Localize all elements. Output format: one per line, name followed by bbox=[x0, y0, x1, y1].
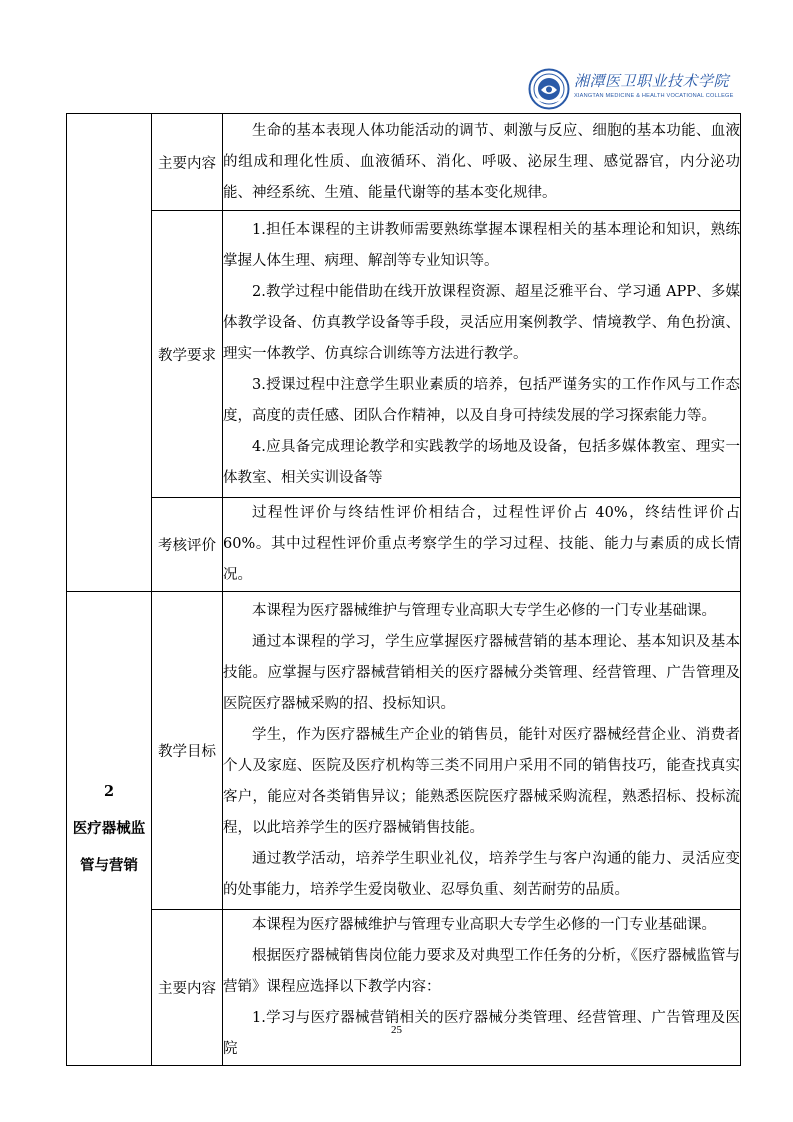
table-row bbox=[67, 114, 741, 211]
row-label: 教学目标 bbox=[152, 592, 223, 910]
row-content bbox=[223, 592, 741, 910]
paragraph: 3.授课过程中注意学生职业素质的培养，包括严谨务实的工作作风与工作态度，高度的责任感、团队合作精神，以及自身可持续发展的学习探索能力等。 bbox=[223, 376, 740, 424]
row-label: 考核评价 bbox=[152, 498, 223, 592]
paragraph: 1.担任本课程的主讲教师需要熟练掌握本课程相关的基本理论和知识，熟练掌握人体生理、病理、解剖等专业知识等。 bbox=[223, 221, 740, 269]
row-label: 主要内容 bbox=[152, 114, 223, 211]
course-table bbox=[66, 113, 741, 1066]
row-content bbox=[223, 498, 741, 592]
row-label: 教学要求 bbox=[152, 211, 223, 498]
paragraph: 根据医疗器械销售岗位能力要求及对典型工作任务的分析，《医疗器械监管与营销》课程应选择以下教学内容： bbox=[223, 948, 740, 995]
college-logo-icon bbox=[528, 68, 570, 110]
table-row bbox=[67, 592, 741, 910]
school-name-cn: 湘潭医卫职业技术学院 bbox=[574, 72, 730, 90]
paragraph: 通过教学活动，培养学生职业礼仪，培养学生与客户沟通的能力、灵活应变的处事能力，培养学生爱岗敬业、忍辱负重、刻苦耐劳的品质。 bbox=[223, 850, 740, 898]
paragraph: 2.教学过程中能借助在线开放课程资源、超星泛雅平台、学习通 APP、多媒体教学设备、仿真教学设备等手段，灵活应用案例教学、情境教学、角色扮演、理实一体教学、仿真综合训练等方法进行教学。 bbox=[223, 283, 740, 362]
paragraph: 本课程为医疗器械维护与管理专业高职大专学生必修的一门专业基础课。 bbox=[252, 602, 716, 619]
school-name-en: XIANGTAN MEDICINE & HEALTH VOCATIONAL COLLEGE bbox=[574, 93, 734, 99]
row-content bbox=[223, 211, 741, 498]
paragraph: 1.学习与医疗器械营销相关的医疗器械分类管理、经营管理、广告管理及医院 bbox=[223, 1010, 740, 1057]
paragraph: 4.应具备完成理论教学和实践教学的场地及设备，包括多媒体教室、理实一体教室、相关实训设备等 bbox=[223, 438, 740, 486]
course-cell-continued bbox=[67, 114, 152, 592]
paragraph: 本课程为医疗器械维护与管理专业高职大专学生必修的一门专业基础课。 bbox=[252, 917, 716, 933]
row-label: 主要内容 bbox=[152, 910, 223, 1066]
course-name-cell bbox=[67, 592, 152, 1066]
page-number: 25 bbox=[391, 1024, 402, 1036]
paragraph: 通过本课程的学习，学生应掌握医疗器械营销的基本理论、基本知识及基本技能。应掌握与医疗器械营销相关的医疗器械分类管理、经营管理、广告管理及医院医疗器械采购的招、投标知识。 bbox=[223, 633, 740, 712]
row-content bbox=[223, 114, 741, 211]
table-row bbox=[67, 498, 741, 592]
course-name-line-2: 管与营销 bbox=[80, 857, 138, 874]
paragraph: 生命的基本表现人体功能活动的调节、刺激与反应、细胞的基本功能、血液的组成和理化性质、血液循环、消化、呼吸、泌尿生理、感觉器官，内分泌功能、神经系统、生殖、能量代谢等的基本变化规律。 bbox=[223, 122, 740, 201]
table-row bbox=[67, 910, 741, 1066]
paragraph: 过程性评价与终结性评价相结合，过程性评价占 40%，终结性评价占 60%。其中过程性评价重点考察学生的学习过程、技能、能力与素质的成长情况。 bbox=[223, 505, 740, 583]
paragraph: 学生，作为医疗器械生产企业的销售员，能针对医疗器械经营企业、消费者个人及家庭、医院及医疗机构等三类不同用户采用不同的销售技巧，能查找真实客户，能应对各类销售异议；能熟悉医院医疗器械采购流程，熟悉招标、投标流程，以此培养学生的医疗器械销售技能。 bbox=[223, 726, 740, 836]
page-header bbox=[528, 68, 748, 110]
table-row bbox=[67, 211, 741, 498]
row-content bbox=[223, 910, 741, 1066]
course-name-line-1: 医疗器械监 bbox=[72, 820, 146, 837]
course-number: 2 bbox=[103, 783, 115, 800]
